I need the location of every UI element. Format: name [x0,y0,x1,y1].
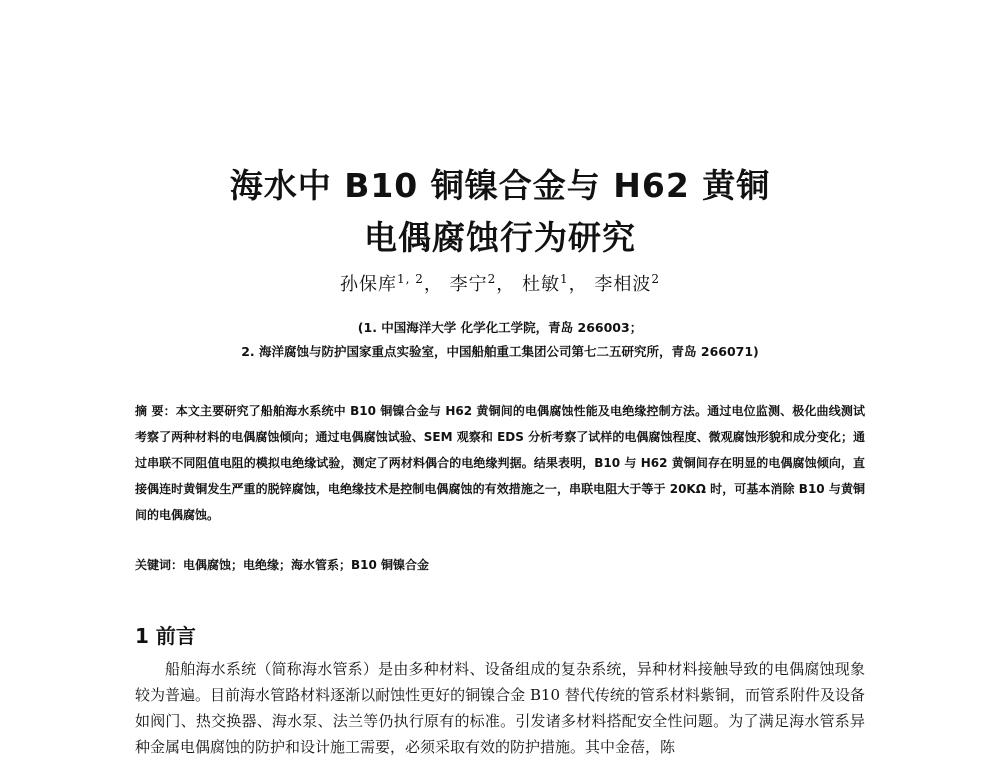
author-name: 李宁 [449,274,488,295]
abstract [135,398,865,528]
author-list [0,270,1000,296]
section-body-paragraph: 船舶海水系统（简称海水管系）是由多种材料、设备组成的复杂系统，异种材料接触导致的电偶腐蚀现象较为普遍。目前海水管路材料逐渐以耐蚀性更好的铜镍合金 B10 替代传统的管系材料紫铜，而管系附件及设备如阀门、热交换器、海水泵、法兰等仍执行原有的标准。引发诸多材料搭配安全性问题。为了满足海水管系异种金属电偶腐蚀的防护和设计施工需要，必须采取有效的防护措施。其中金蓓，陈 [135,660,865,756]
author-separator: ， [496,274,516,295]
author [340,274,443,295]
author [522,274,588,295]
author-separator: ， [568,274,588,295]
author [594,274,660,295]
keywords-text: 电偶腐蚀；电绝缘；海水管系；B10 铜镍合金 [183,558,430,572]
section-heading: 1 前言 [135,624,196,648]
abstract-text: 本文主要研究了船舶海水系统中 B10 铜镍合金与 H62 黄铜间的电偶腐蚀性能及电绝缘控制方法。通过电位监测、极化曲线测试考察了两种材料的电偶腐蚀倾向；通过电偶腐蚀试验、SEM 观察和 EDS 分析考察了试样的电偶腐蚀程度、微观腐蚀形貌和成分变化；通过串联不同阻值电阻的模拟电绝缘试验，测定了两材料偶合的电绝缘判据。结果表明，B10 与 H62 黄铜间存在明显的电偶腐蚀倾向，直接偶连时黄铜发生严重的脱锌腐蚀，电绝缘技术是控制电偶腐蚀的有效措施之一，串联电阻大于等于 20KΩ 时，可基本消除 B10 与黄铜间的电偶腐蚀。 [135,404,865,522]
affiliation-2: 2. 海洋腐蚀与防护国家重点实验室，中国船舶重工集团公司第七二五研究所，青岛 266071) [241,344,759,359]
author-name: 杜敏 [522,274,560,295]
keywords-label: 关键词： [135,558,184,572]
author-name: 孙保库 [339,274,397,295]
affiliation-1: (1. 中国海洋大学 化学化工学院，青岛 266003； [357,320,643,335]
paper-title-line-2: 电偶腐蚀行为研究 [364,218,636,257]
author-affiliation-mark: 1 [560,272,569,286]
abstract-label: 摘 要： [135,404,176,418]
keywords [135,556,865,573]
paper-title-line-1: 海水中 B10 铜镍合金与 H62 黄铜 [229,166,771,205]
author-name: 李相波 [594,274,652,295]
author [450,274,516,295]
author-affiliation-mark: 1, 2 [396,272,424,286]
author-affiliation-mark: 2 [651,272,661,286]
author-affiliation-mark: 2 [487,272,497,286]
author-separator: ， [423,274,443,295]
